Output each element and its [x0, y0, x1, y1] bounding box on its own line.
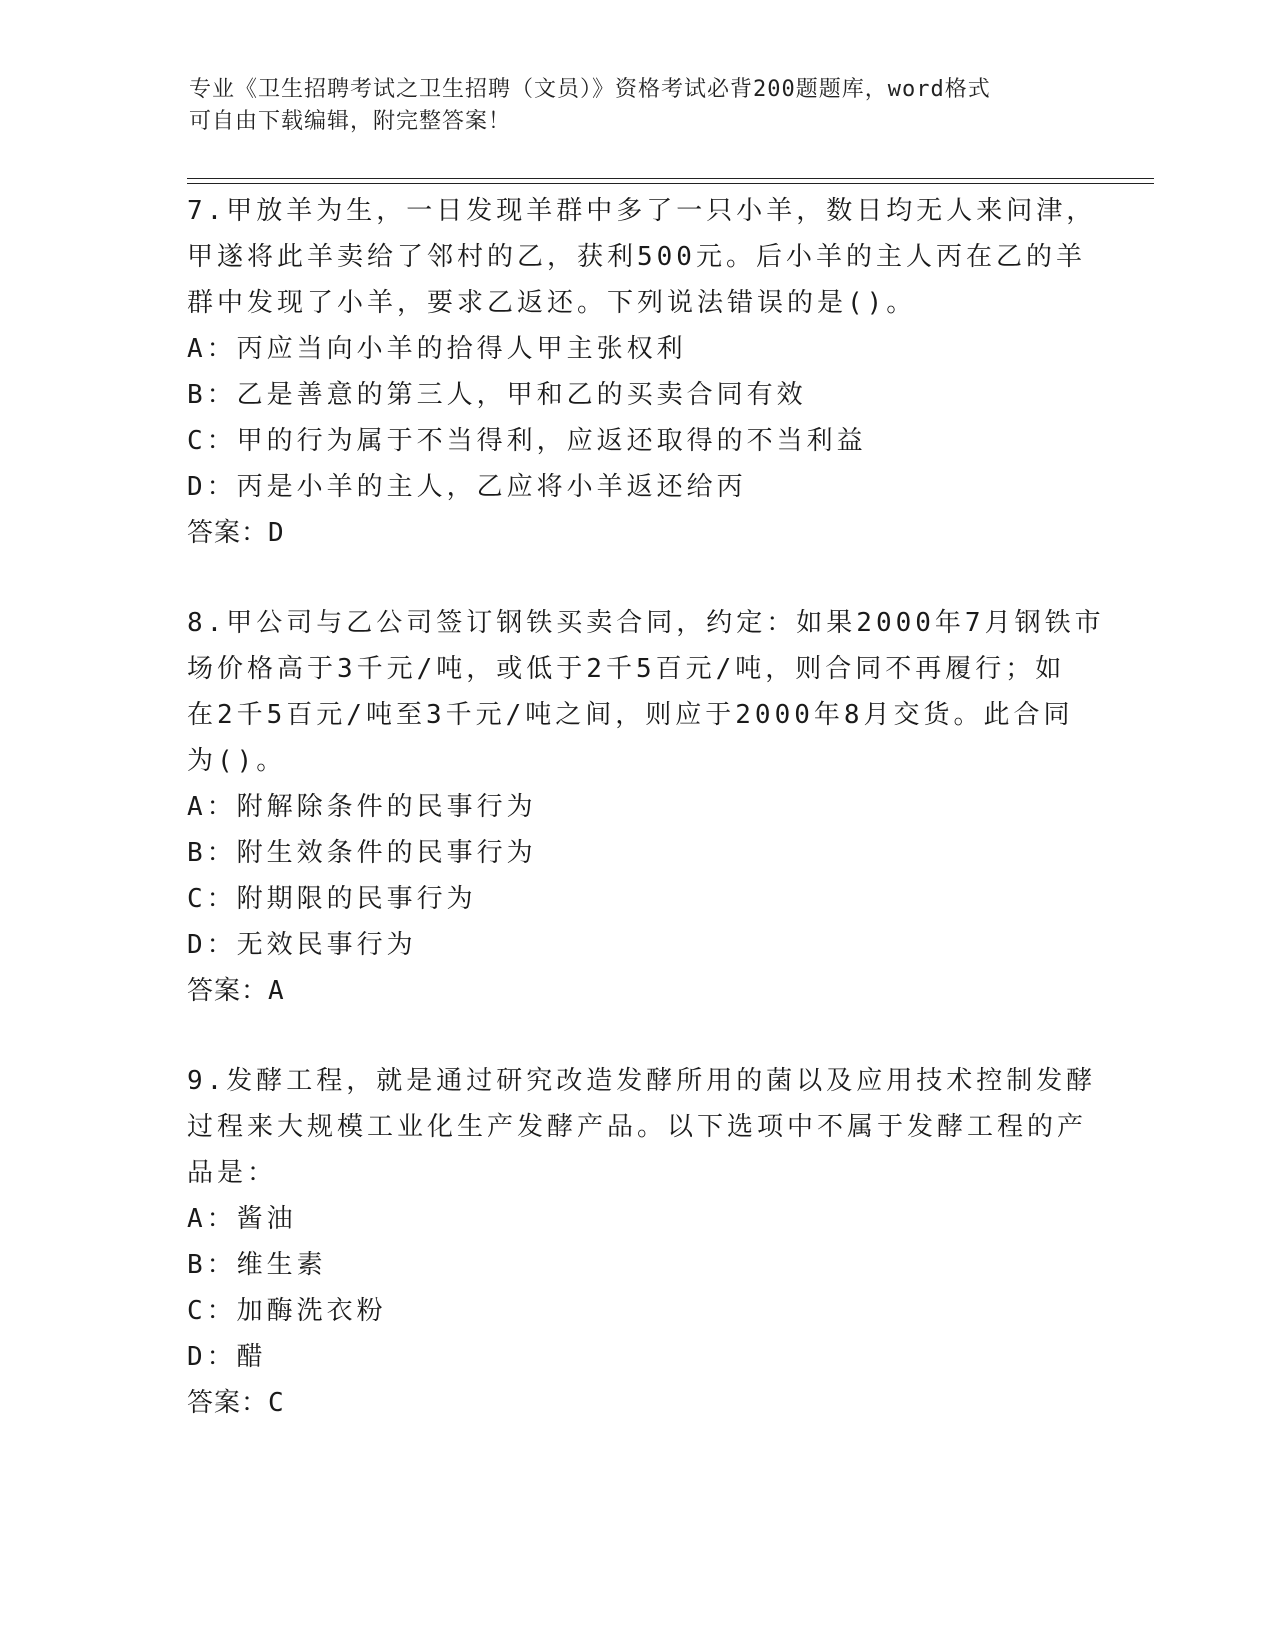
question-text-line: 群中发现了小羊，要求乙返还。下列说法错误的是()。	[187, 288, 917, 318]
header-divider-top	[187, 178, 1154, 179]
question-text-line: 甲遂将此羊卖给了邻村的乙，获利500元。后小羊的主人丙在乙的羊	[187, 242, 1086, 272]
question-text-line: 8.甲公司与乙公司签订钢铁买卖合同，约定：如果2000年7月钢铁市	[187, 608, 1105, 638]
answer	[187, 510, 1087, 556]
question-text-line: 场价格高于3千元/吨，或低于2千5百元/吨，则合同不再履行；如	[187, 654, 1066, 684]
question-text-line: 7.甲放羊为生，一日发现羊群中多了一只小羊，数日均无人来问津，	[187, 196, 1097, 226]
header-line-1: 专业《卫生招聘考试之卫生招聘（文员）》资格考试必背200题题库，word格式	[189, 77, 991, 102]
question-text-line: 为()。	[187, 746, 287, 776]
question-list	[187, 188, 1105, 1426]
answer-value: C	[268, 1388, 285, 1418]
option-a: A：附解除条件的民事行为	[187, 792, 537, 822]
question-8	[187, 600, 1105, 1014]
option-d: D：丙是小羊的主人，乙应将小羊返还给丙	[187, 472, 747, 502]
question-9	[187, 1058, 1097, 1426]
question-text-line: 品是：	[187, 1158, 278, 1188]
answer	[187, 1380, 1087, 1426]
option-c: C：甲的行为属于不当得利，应返还取得的不当利益	[187, 426, 867, 456]
question-text-line: 过程来大规模工业化生产发酵产品。以下选项中不属于发酵工程的产	[187, 1112, 1088, 1142]
question-text-line: 在2千5百元/吨至3千元/吨之间，则应于2000年8月交货。此合同	[187, 700, 1074, 730]
header-divider-bottom	[187, 183, 1154, 184]
option-c: C：加酶洗衣粉	[187, 1296, 387, 1326]
option-d: D：醋	[187, 1342, 267, 1372]
option-a: A：酱油	[187, 1204, 297, 1234]
question-text-line: 9.发酵工程，就是通过研究改造发酵所用的菌以及应用技术控制发酵	[187, 1066, 1097, 1096]
answer	[187, 968, 1087, 1014]
answer-label: 答案：	[187, 1388, 269, 1418]
header-line-2: 可自由下载编辑，附完整答案！	[189, 109, 512, 134]
option-c: C：附期限的民事行为	[187, 884, 477, 914]
option-d: D：无效民事行为	[187, 930, 417, 960]
option-b: B：附生效条件的民事行为	[187, 838, 537, 868]
option-a: A：丙应当向小羊的拾得人甲主张权利	[187, 334, 687, 364]
answer-value: A	[268, 976, 285, 1006]
option-b: B：维生素	[187, 1250, 327, 1280]
document-header	[189, 74, 1089, 138]
option-b: B：乙是善意的第三人，甲和乙的买卖合同有效	[187, 380, 807, 410]
answer-value: D	[268, 518, 285, 548]
question-7	[187, 188, 1097, 556]
answer-label: 答案：	[187, 518, 269, 548]
answer-label: 答案：	[187, 976, 269, 1006]
